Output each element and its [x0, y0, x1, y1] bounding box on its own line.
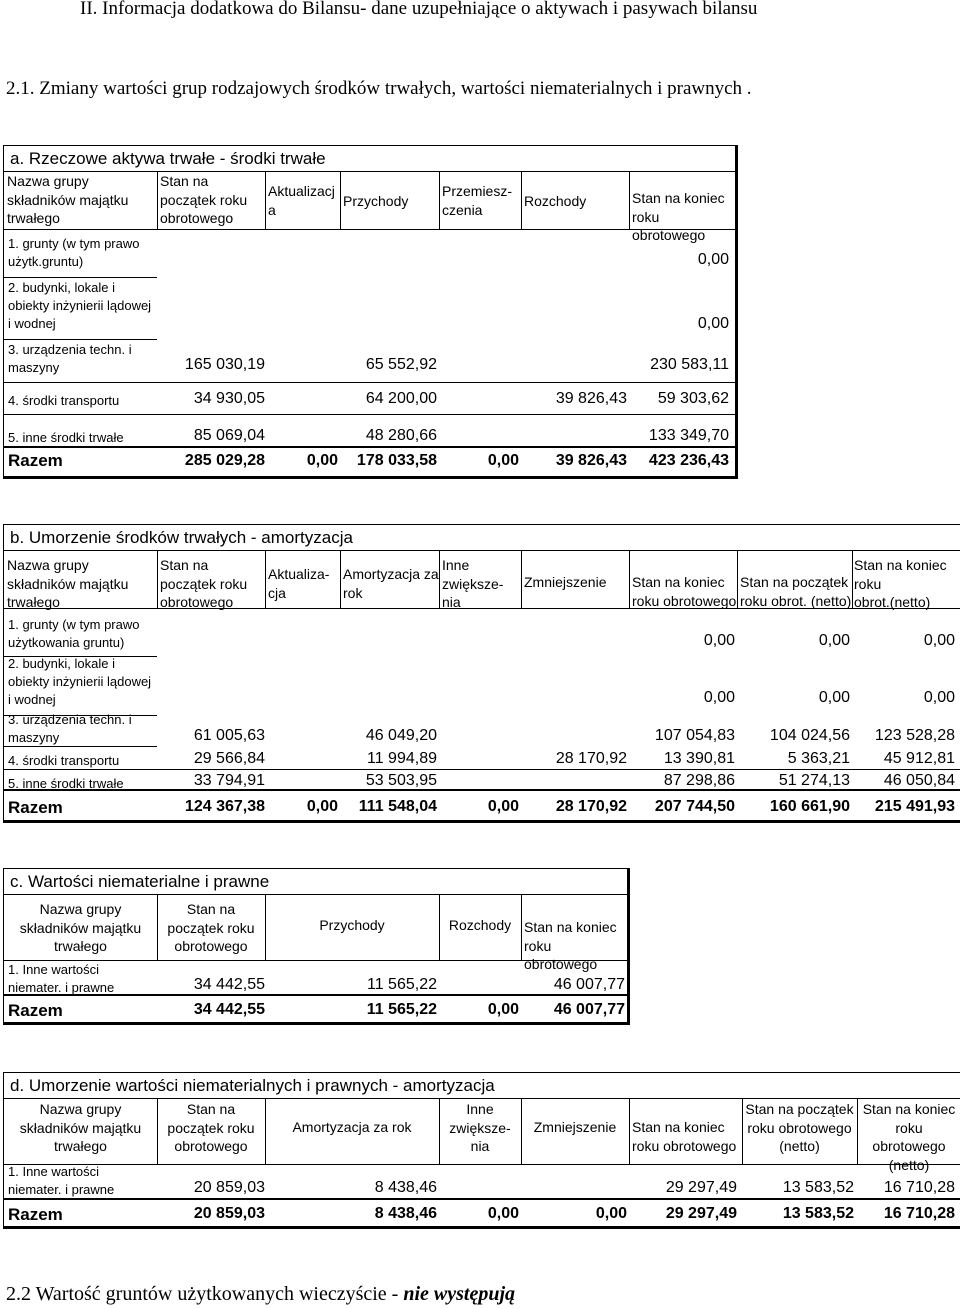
row-label: 3. urządzenia techn. i maszyny — [8, 342, 132, 375]
header-inne-zwiekszenia: Inne zwiększe- nia — [442, 557, 504, 610]
header-stan-poczatek: Stan na początek roku obrotowego — [160, 557, 248, 610]
cell-value: 0,00 — [818, 632, 850, 649]
total-value: 20 859,03 — [193, 1205, 265, 1222]
row-label: 1. grunty (w tym prawo użytk.gruntu) — [8, 236, 140, 269]
total-value: 8 438,46 — [374, 1205, 437, 1222]
section-c-title: c. Wartości niematerialne i prawne — [10, 872, 270, 891]
total-value: 0,00 — [306, 452, 338, 469]
row-label: 1. grunty (w tym prawo użytkowania gruntu) — [8, 617, 140, 650]
row-label: 4. środki transportu — [8, 393, 120, 408]
header-nazwa-grupy: Nazwa grupy składników majątku trwałego — [7, 173, 129, 226]
total-value: 34 442,55 — [193, 1001, 265, 1018]
header-nazwa-grupy: Nazwa grupy składników majątku trwałego — [19, 901, 142, 954]
row-label: 4. środki transportu — [8, 753, 120, 768]
header-inne-zwiekszenia: Inne zwiększe- nia — [449, 1101, 511, 1154]
cell-value: 0,00 — [923, 632, 955, 649]
header-zmniejszenie: Zmniejszenie — [524, 574, 607, 590]
section-d-table — [3, 1072, 960, 1229]
total-value: 46 007,77 — [553, 1001, 625, 1018]
cell-value: 85 069,04 — [193, 427, 265, 444]
total-value: 178 033,58 — [356, 452, 437, 469]
cell-value: 123 528,28 — [874, 727, 955, 744]
header-stan-poczatek: Stan na początek roku obrotowego — [167, 901, 255, 954]
header-stan-koniec-netto: Stan na koniec roku obrot.(netto) — [854, 557, 947, 610]
cell-value: 46 050,84 — [883, 772, 955, 789]
footer-note-text: 2.2 Wartość gruntów użytkowanych wieczyście - — [6, 1283, 404, 1305]
section-c-table — [3, 868, 630, 1025]
header-amortyzacja: Amortyzacja za rok — [292, 1119, 412, 1135]
cell-value: 165 030,19 — [184, 356, 265, 373]
cell-value: 65 552,92 — [365, 356, 437, 373]
header-zmniejszenie: Zmniejszenie — [533, 1119, 617, 1135]
header-stan-koniec: Stan na koniec roku obrotowego — [524, 919, 617, 972]
cell-value: 0,00 — [697, 315, 729, 332]
cell-value: 59 303,62 — [657, 390, 729, 407]
header-nazwa-grupy: Nazwa grupy składników majątku trwałego — [7, 557, 129, 610]
cell-value: 33 794,91 — [193, 772, 265, 789]
cell-value: 34 442,55 — [193, 976, 265, 993]
cell-value: 46 049,20 — [365, 727, 437, 744]
cell-value: 53 503,95 — [365, 772, 437, 789]
cell-value: 28 170,92 — [555, 750, 627, 767]
cell-value: 87 298,86 — [663, 772, 735, 789]
total-value: 0,00 — [306, 798, 338, 815]
header-stan-koniec: Stan na koniec roku obrotowego — [632, 190, 725, 243]
cell-value: 104 024,56 — [769, 727, 850, 744]
total-value: 207 744,50 — [654, 798, 735, 815]
total-value: 423 236,43 — [648, 452, 729, 469]
cell-value: 29 297,49 — [665, 1179, 737, 1196]
footer-note-emphasis: nie występują — [403, 1283, 516, 1305]
cell-value: 13 583,52 — [782, 1179, 854, 1196]
total-value: 124 367,38 — [184, 798, 265, 815]
header-amortyzacja: Amortyzacja za rok — [343, 566, 439, 601]
total-value: 0,00 — [595, 1205, 627, 1222]
total-value: 28 170,92 — [555, 798, 627, 815]
row-label: 2. budynki, lokale i obiekty inżynierii lądowej i wodnej — [8, 280, 152, 331]
section-b-table — [3, 524, 960, 823]
header-przychody: Przychody — [319, 917, 385, 933]
total-value: 0,00 — [487, 1001, 519, 1018]
cell-value: 51 274,13 — [778, 772, 850, 789]
row-label: 5. inne środki trwałe — [8, 430, 124, 445]
header-stan-poczatek-netto: Stan na początek roku obrot. (netto) — [740, 574, 852, 609]
total-value: 160 661,90 — [769, 798, 850, 815]
total-value: 285 029,28 — [184, 452, 265, 469]
row-label: 1. Inne wartości niemater. i prawne — [8, 1164, 115, 1197]
cell-value: 133 349,70 — [648, 427, 729, 444]
total-value: 111 548,04 — [358, 798, 437, 815]
page-title: II. Informacja dodatkowa do Bilansu- dane uzupełniające o aktywach i pasywach bilansu — [80, 0, 758, 19]
header-przemieszczenia: Przemiesz- czenia — [442, 183, 513, 218]
cell-value: 20 859,03 — [193, 1179, 265, 1196]
cell-value: 0,00 — [703, 632, 735, 649]
header-stan-poczatek: Stan na początek roku obrotowego — [167, 1101, 255, 1154]
cell-value: 230 583,11 — [650, 356, 729, 373]
header-stan-koniec: Stan na koniec roku obrotowego — [632, 1119, 737, 1154]
cell-value: 48 280,66 — [365, 427, 437, 444]
header-aktualizacja: Aktualizacj a — [268, 183, 335, 218]
total-value: 0,00 — [487, 798, 519, 815]
cell-value: 0,00 — [703, 689, 735, 706]
cell-value: 61 005,63 — [193, 727, 265, 744]
cell-value: 39 826,43 — [555, 390, 627, 407]
section-a-table — [3, 145, 738, 479]
total-label: Razem — [8, 1205, 63, 1224]
page-subtitle: 2.1. Zmiany wartości grup rodzajowych środków trwałych, wartości niematerialnych i prawnych . — [6, 78, 752, 99]
total-value: 13 583,52 — [782, 1205, 854, 1222]
total-value: 0,00 — [487, 452, 519, 469]
cell-value: 8 438,46 — [374, 1179, 437, 1196]
header-stan-koniec: Stan na koniec roku obrotowego — [632, 574, 737, 609]
header-stan-poczatek: Stan na początek roku obrotowego — [160, 173, 248, 226]
row-label: 1. Inne wartości niemater. i prawne — [8, 962, 115, 995]
header-przychody: Przychody — [343, 193, 409, 209]
section-d-title: d. Umorzenie wartości niematerialnych i prawnych - amortyzacja — [10, 1076, 495, 1095]
cell-value: 13 390,81 — [663, 750, 735, 767]
row-label: 5. inne środki trwałe — [8, 776, 124, 791]
total-label: Razem — [8, 1001, 63, 1020]
total-label: Razem — [8, 451, 63, 470]
total-value: 0,00 — [487, 1205, 519, 1222]
cell-value: 11 565,22 — [367, 976, 437, 993]
header-stan-koniec-netto: Stan na koniec roku obrotowego (netto) — [862, 1101, 956, 1173]
footer-note — [6, 1283, 515, 1306]
cell-value: 16 710,28 — [883, 1179, 955, 1196]
row-label: 3. urządzenia techn. i maszyny — [8, 712, 132, 745]
header-rozchody: Rozchody — [448, 917, 512, 933]
header-aktualizacja: Aktualiza- cja — [268, 566, 330, 601]
cell-value: 34 930,05 — [193, 390, 265, 407]
total-value: 16 710,28 — [883, 1205, 955, 1222]
cell-value: 64 200,00 — [365, 390, 437, 407]
total-value: 39 826,43 — [555, 452, 627, 469]
row-label: 2. budynki, lokale i obiekty inżynierii lądowej i wodnej — [8, 656, 152, 707]
cell-value: 29 566,84 — [193, 750, 265, 767]
section-b-title: b. Umorzenie środków trwałych - amortyzacja — [10, 528, 353, 547]
cell-value: 107 054,83 — [654, 727, 735, 744]
cell-value: 0,00 — [818, 689, 850, 706]
total-value: 11 565,22 — [366, 1001, 437, 1018]
total-label: Razem — [8, 798, 63, 817]
total-value: 215 491,93 — [874, 798, 955, 815]
header-nazwa-grupy: Nazwa grupy składników majątku trwałego — [19, 1101, 142, 1154]
total-value: 29 297,49 — [665, 1205, 737, 1222]
cell-value: 0,00 — [923, 689, 955, 706]
section-a-title: a. Rzeczowe aktywa trwałe - środki trwałe — [10, 149, 326, 168]
cell-value: 45 912,81 — [883, 750, 955, 767]
header-rozchody: Rozchody — [524, 193, 587, 209]
cell-value: 46 007,77 — [553, 976, 625, 993]
cell-value: 5 363,21 — [787, 750, 850, 767]
cell-value: 11 994,89 — [367, 750, 437, 767]
cell-value: 0,00 — [697, 251, 729, 268]
header-stan-poczatek-netto: Stan na początek roku obrotowego (netto) — [745, 1101, 854, 1154]
